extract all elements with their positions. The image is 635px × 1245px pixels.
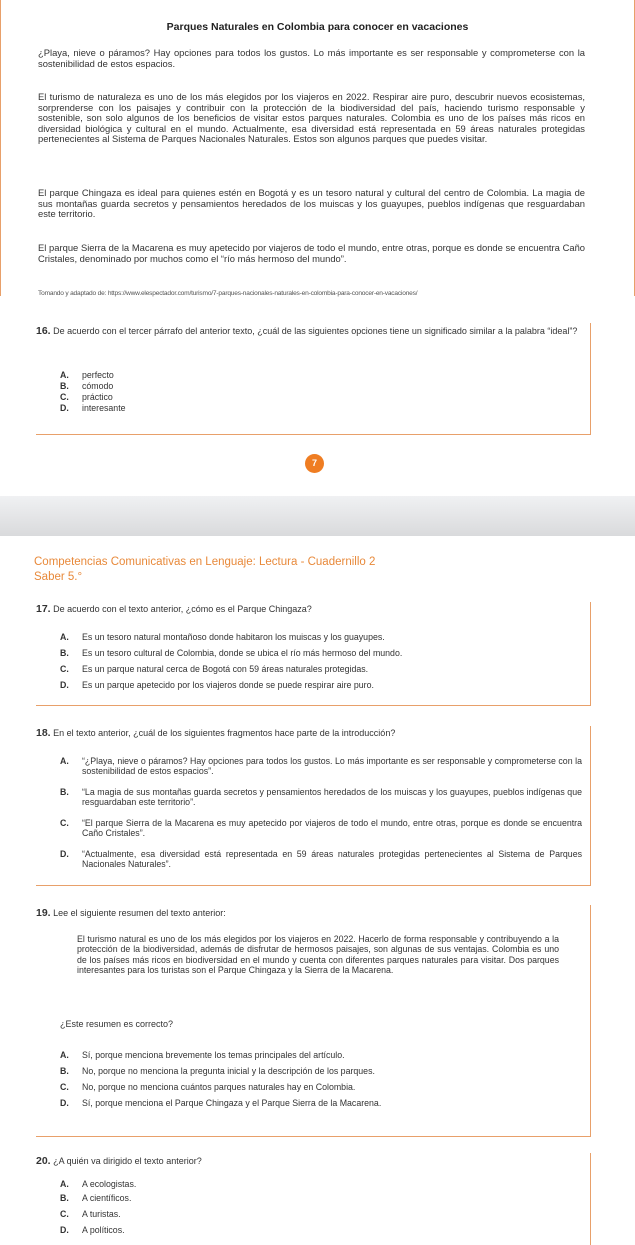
grade-label: Saber 5.°: [34, 571, 83, 583]
option-d[interactable]: D. Es un parque apetecido por los viajeros donde se puede respirar aire puro.: [60, 680, 374, 690]
page-gap: [0, 496, 635, 536]
question-19-stem: 19. Lee el siguiente resumen del texto anterior:: [36, 907, 226, 919]
paragraph-2: El turismo de naturaleza es uno de los más elegidos por los viajeros en 2022. Respirar aire puro, descubrir nuevos ecosistemas, sorprenderse con los paisajes y contribuir con la protección de la biodiversidad del país, haciendo turismo responsable y sostenible, son solo algunos de los beneficios de visitar estos parques naturales. Colombia es uno de los países más ricos en diversidad biológica y cultural en el mundo. Actualmente, esa diversidad está representada en 59 áreas naturales protegidas pertenecientes al Sistema de Parques Nacionales Naturales. Estos son algunos parques que puedes visitar.: [38, 91, 585, 145]
option-a[interactable]: A. perfecto: [60, 370, 114, 380]
option-d[interactable]: D. Sí, porque menciona el Parque Chingaza y el Parque Sierra de la Macarena.: [60, 1098, 382, 1108]
summary-text: El turismo natural es uno de los más elegidos por los viajeros en 2022. Hacerlo de forma responsable y contribuyendo a la protección de la biodiversidad, además de disfrutar de hermosos paisajes, son algunas de sus ventajas. Colombia es uno de los países más ricos en biodiversidad en el mundo y cuenta con diferentes parques naturales para visitar. Dos parques interesantes para los turistas son el Parque Chingaza y la Sierra de la Macarena.: [77, 934, 559, 975]
option-a[interactable]: A. “¿Playa, nieve o páramos? Hay opciones para todos los gustos. Lo más importante es ser responsable y comprometerse con la sostenibilidad de estos espacios”.: [60, 756, 582, 777]
option-b[interactable]: B. No, porque no menciona la pregunta inicial y la descripción de los parques.: [60, 1066, 375, 1076]
option-b[interactable]: B. cómodo: [60, 381, 114, 391]
paragraph-1: ¿Playa, nieve o páramos? Hay opciones para todos los gustos. Lo más importante es ser responsable y comprometerse con la sostenibilidad de estos espacios.: [38, 47, 585, 69]
option-c[interactable]: C. Es un parque natural cerca de Bogotá con 59 áreas naturales protegidas.: [60, 664, 369, 674]
option-b[interactable]: B. A científicos.: [60, 1193, 132, 1203]
question-18-stem: 18. En el texto anterior, ¿cuál de los siguientes fragmentos hace parte de la introducción?: [36, 727, 396, 739]
option-c[interactable]: C. A turistas.: [60, 1209, 121, 1219]
option-c[interactable]: C. No, porque no menciona cuántos parques naturales hay en Colombia.: [60, 1082, 356, 1092]
question-text: De acuerdo con el tercer párrafo del anterior texto, ¿cuál de las siguientes opciones tiene un significado similar a la palabra “ideal”?: [53, 326, 578, 336]
question-20-stem: 20. ¿A quién va dirigido el texto anterior?: [36, 1155, 202, 1167]
option-c[interactable]: C. “El parque Sierra de la Macarena es muy apetecido por viajeros de todo el mundo, entre otras, porque es donde se encuentra Caño Cristales”.: [60, 818, 582, 839]
option-b[interactable]: B. Es un tesoro cultural de Colombia, donde se ubica el río más hermoso del mundo.: [60, 648, 403, 658]
option-c[interactable]: C. práctico: [60, 392, 113, 402]
page-7: [0, 0, 635, 496]
option-a[interactable]: A. Es un tesoro natural montañoso donde habitaron los muiscas y los guayupes.: [60, 632, 385, 642]
option-d[interactable]: D. “Actualmente, esa diversidad está representada en 59 áreas naturales protegidas pertenecientes al Sistema de Parques Nacionales Naturales”.: [60, 849, 582, 870]
option-a[interactable]: A. Sí, porque menciona brevemente los temas principales del artículo.: [60, 1050, 345, 1060]
question-16-box: [36, 323, 591, 435]
question-17-stem: 17. De acuerdo con el texto anterior, ¿cómo es el Parque Chingaza?: [36, 603, 312, 615]
option-b[interactable]: B. “La magia de sus montañas guarda secretos y pensamientos heredados de los muiscas y los guayupes, pueblos indígenas que resguardaban este territorio”.: [60, 787, 582, 808]
page-8: [0, 536, 635, 1242]
paragraph-3: El parque Chingaza es ideal para quienes estén en Bogotá y es un tesoro natural y cultural del centro de Colombia. La magia de sus montañas guarda secretos y pensamientos heredados de los muiscas y los guayupes, pueblos indígenas que resguardaban este territorio.: [38, 187, 585, 220]
option-d[interactable]: D. A políticos.: [60, 1225, 125, 1235]
paragraph-4: El parque Sierra de la Macarena es muy apetecido por viajeros de todo el mundo, entre otras, porque es donde se encuentra Caño Cristales, denominado por muchos como el “río más hermoso del mundo”.: [38, 242, 585, 264]
option-a[interactable]: A. A ecologistas.: [60, 1179, 137, 1189]
page-number-badge: 7: [305, 454, 324, 473]
reading-title: Parques Naturales en Colombia para conocer en vacaciones: [166, 21, 469, 33]
question-number: 16.: [36, 325, 51, 337]
booklet-header: Competencias Comunicativas en Lenguaje: Lectura - Cuadernillo 2: [34, 556, 376, 568]
question-19-prompt: ¿Este resumen es correcto?: [60, 1019, 174, 1029]
source-citation: Tomando y adaptado de: https://www.elespectador.com/turismo/7-parques-nacionales-naturales-en-colombia-para-conocer-en-vacaciones/: [38, 290, 418, 297]
question-16-stem: [36, 326, 586, 337]
option-d[interactable]: D. interesante: [60, 403, 126, 413]
